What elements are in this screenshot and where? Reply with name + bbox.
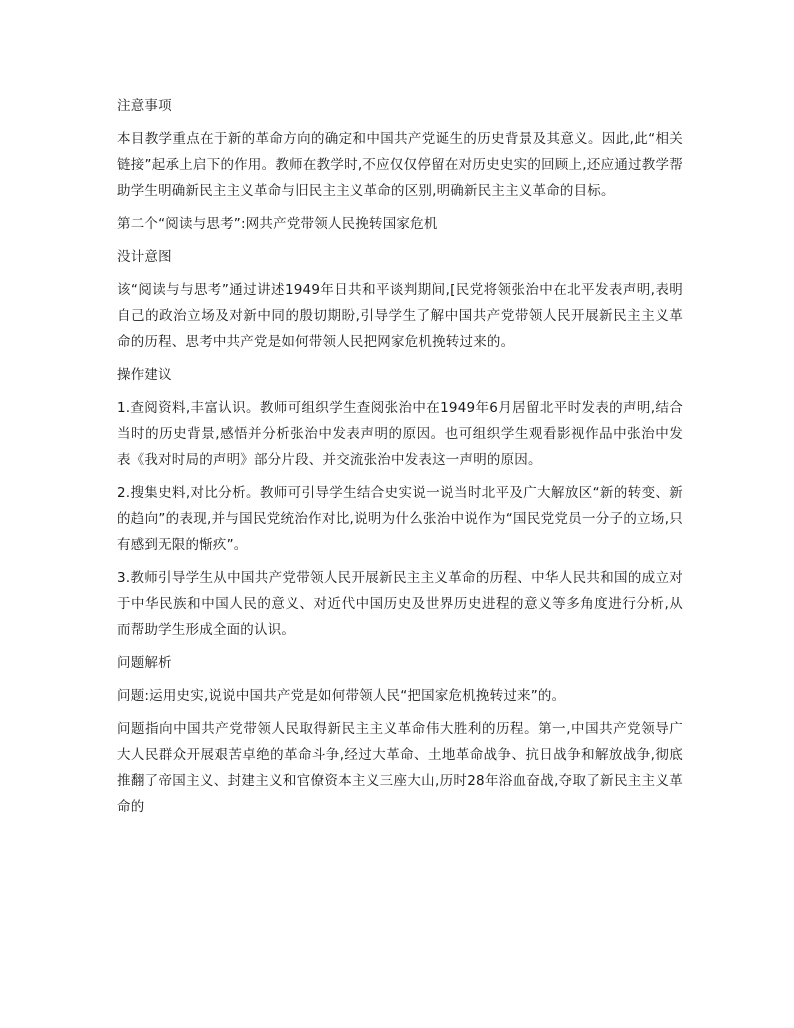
suggestion-2: 2.搜集史料,对比分析。教师可引导学生结合史实说一说当时北平及广大解放区“新的转变、新的趋向”的表现,并与国民党统治作对比,说明为什么张治中说作为“国民党党员一分子的立场,只有感到无限的惭疚”。 [117, 485, 683, 553]
suggestion-1: 1.查阅资料,丰富认识。教师可组织学生查阅张治中在1949年6月居留北平时发表的声明,结合当时的历史背景,感悟并分析张治中发表声明的原因。也可组织学生观看影视作品中张治中发表《我对时局的声明》部分片段、并交流张治中发表这一声明的原因。 [117, 400, 683, 468]
section-heading-design: 没计意图 [117, 249, 172, 265]
design-paragraph: 该“阅读与与思考”通过讲述1949年日共和平谈判期间,[民党将领张治中在北平发表声明,表明自己的政治立场及对新中同的殷切期盼,引导学生了解中国共产党带领人民开展新民主主义革命的历程、思考中共产党是如何带领人民把网家危机挽转过来的。 [117, 282, 683, 350]
section-heading-analysis: 问题解析 [117, 655, 172, 671]
answer-paragraph: 问题指向中国共产党带领人民取得新民主主义革命伟大胜利的历程。第一,中国共产党领导广大人民群众开展艰苦卓绝的革命斗争,经过大革命、土地革命战争、抗日战争和解放战争,彻底推翻了帝国主义、封建主义和官僚资本主义三座大山,历时28年浴血奋战,夺取了新民主主义革命的 [117, 721, 683, 815]
section-heading-reading-2: 第二个“阅读与思考”:网共产党带领人民挽转国家危机 [117, 216, 438, 232]
notes-paragraph: 本目教学重点在于新的革命方向的确定和中国共产党诞生的历史背景及其意义。因此,此“相关链接”起承上启下的作用。教师在教学时,不应仅仅停留在对历史史实的回顾上,还应通过教学帮助学生明确新民主主义革命与旧民主主义革命的区别,明确新民主主义革命的目标。 [117, 131, 683, 199]
section-heading-notes: 注意事项 [117, 98, 172, 114]
section-heading-suggestions: 操作建议 [117, 367, 172, 383]
question-paragraph: 问题:运用史实,说说中国共产党是如何带领人民“把国家危机挽转过来”的。 [117, 688, 566, 704]
document-page [117, 93, 683, 827]
suggestion-3: 3.教师引导学生从中国共产党带领人民开展新民主主义革命的历程、中华人民共和国的成立对于中华民族和中国人民的意义、对近代中国历史及世界历史进程的意义等多角度进行分析,从而帮助学生形成全面的认识。 [117, 570, 683, 638]
